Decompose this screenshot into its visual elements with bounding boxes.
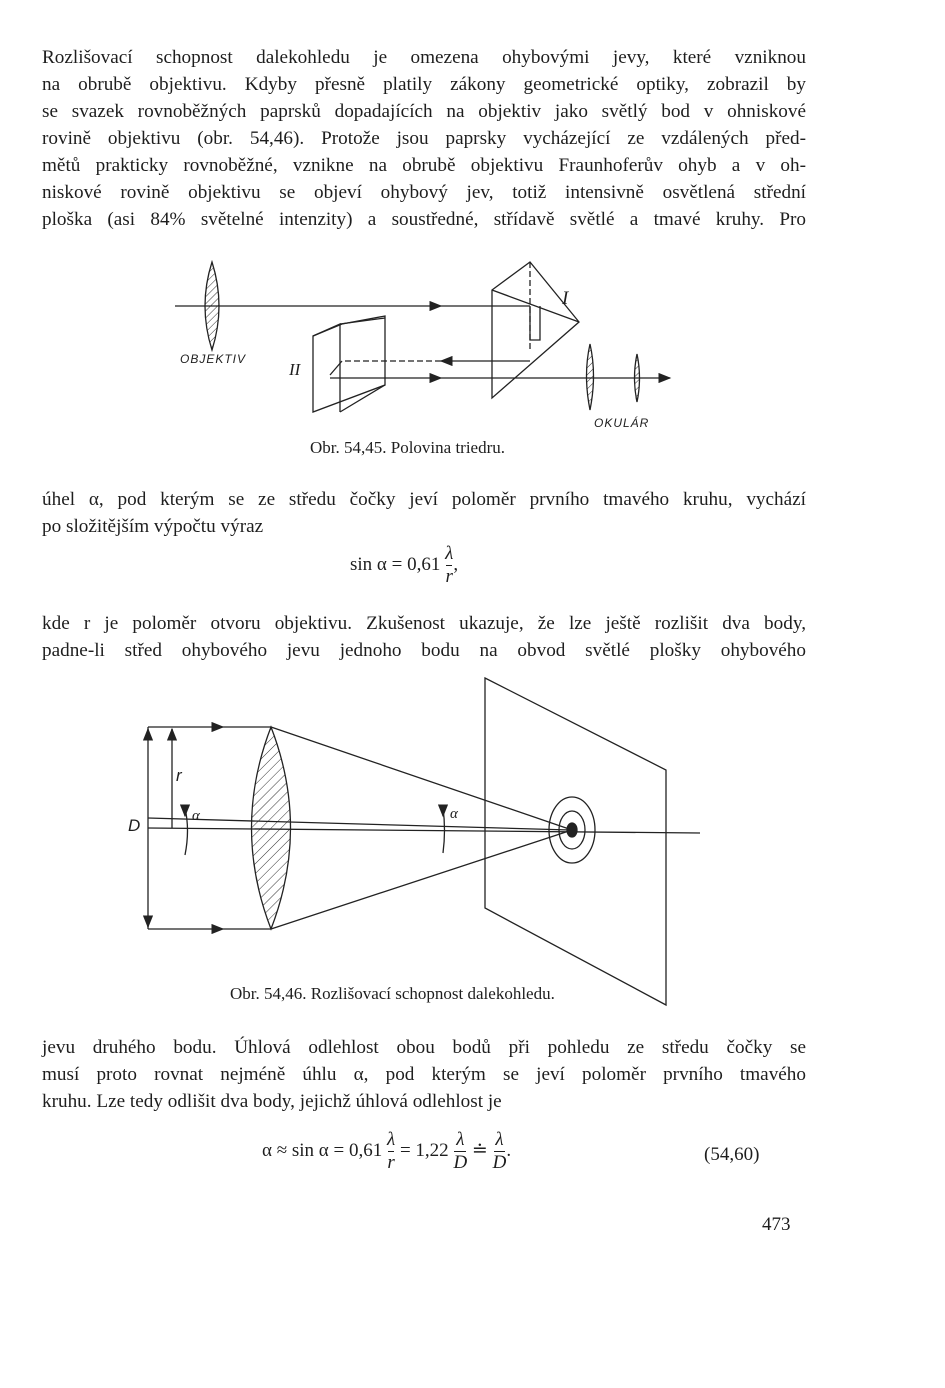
formula-part: α ≈ sin α = 0,61	[262, 1139, 383, 1161]
eyepiece-lens-1	[587, 344, 594, 410]
label-prism-I: I	[562, 288, 569, 309]
formula-part: = 1,22	[399, 1139, 449, 1161]
diffraction-ring-outer	[549, 797, 595, 863]
fraction-denominator: D	[453, 1152, 468, 1173]
text-line: kde r je poloměr otvoru objektivu. Zkušenost ukazuje, že lze ještě rozlišit dva body,	[42, 613, 806, 634]
fraction-numerator: λ	[386, 1129, 396, 1150]
label-objektiv: OBJEKTIV	[180, 352, 247, 366]
text-line: po složitějším výpočtu výraz	[42, 516, 264, 537]
focal-screen	[485, 678, 666, 1005]
text-line: ploška (asi 84% světelné intenzity) a soustředné, střídavě světlé a tmavé kruhy. Pro	[42, 209, 806, 230]
fraction-denominator: r	[387, 1152, 395, 1173]
formula-tail: .	[506, 1139, 512, 1161]
fraction-denominator: D	[492, 1152, 507, 1173]
label-alpha-mid: α	[450, 806, 458, 822]
fraction	[387, 1130, 395, 1173]
text-line: na obrubě objektivu. Kdyby přesně platily zákony geometrické optiky, zobrazil by	[42, 74, 806, 95]
formula-tail: ,	[453, 553, 459, 575]
label-alpha-lens: α	[192, 808, 200, 824]
text-line: mětů prakticky rovnoběžné, vznikne na obrubě objektivu Fraunhoferův ohyb a v oh-	[42, 155, 806, 176]
fraction-denominator: r	[445, 566, 453, 587]
paragraph-angle	[42, 486, 806, 540]
label-r: r	[176, 766, 182, 785]
formula-sin-alpha	[350, 544, 458, 587]
prism-I	[492, 262, 579, 398]
text-line: padne-li střed ohybového jevu jednoho bodu na obvod světlé plošky ohybového	[42, 640, 806, 661]
fraction-numerator: λ	[445, 543, 454, 564]
fraction	[445, 544, 453, 587]
paragraph-angular-separation	[42, 1034, 806, 1115]
eyepiece-lens-2	[635, 354, 640, 402]
diffraction-central-spot	[567, 823, 577, 837]
fraction	[453, 1130, 467, 1173]
text-line: musí proto rovnat nejméně úhlu α, pod kterým se jeví poloměr prvního tmavého	[42, 1064, 806, 1085]
paragraph-resolution	[42, 610, 806, 664]
text-line: se svazek rovnoběžných paprsků dopadajících na objektiv jako světlý bod v ohniskové	[42, 101, 806, 122]
fraction	[493, 1130, 507, 1173]
label-D: D	[128, 816, 141, 835]
formula-part: ≐	[471, 1139, 488, 1161]
fraction-numerator: λ	[495, 1129, 504, 1150]
paragraph-intro	[42, 44, 806, 233]
fraction-numerator: λ	[456, 1129, 465, 1150]
label-prism-II: II	[289, 360, 301, 379]
text-line: kruhu. Lze tedy odlišit dva body, jejichž úhlová odlehlost je	[42, 1091, 502, 1112]
figure-caption-1: Obr. 54,45. Polovina triedru.	[310, 438, 506, 457]
objective-lens	[205, 262, 219, 350]
text-line: niskové rovině objektivu se objeví ohybový jev, totiž intensivně osvětlená střední	[42, 182, 806, 203]
text-line: Rozlišovací schopnost dalekohledu je omezena ohybovými jevy, které vzniknou	[42, 47, 806, 68]
equation-number: (54,60)	[704, 1144, 760, 1165]
page-number: 473	[762, 1214, 791, 1235]
text-line: rovině objektivu (obr. 54,46). Protože jsou paprsky vycházející ze vzdálených před-	[42, 128, 806, 149]
label-okular: OKULÁR	[594, 416, 650, 430]
prism-II	[313, 316, 385, 412]
text-line: úhel α, pod kterým se ze středu čočky jeví poloměr prvního tmavého kruhu, vychází	[42, 489, 806, 510]
figure-caption-2: Obr. 54,46. Rozlišovací schopnost dalekohledu.	[230, 984, 555, 1003]
formula-lhs: sin α = 0,61	[350, 553, 441, 575]
diffraction-ring-middle	[559, 811, 585, 849]
text-line: jevu druhého bodu. Úhlová odlehlost obou bodů při pohledu ze středu čočky se	[42, 1037, 806, 1058]
objective-lens-large	[252, 727, 291, 929]
formula-54-60	[262, 1130, 511, 1173]
